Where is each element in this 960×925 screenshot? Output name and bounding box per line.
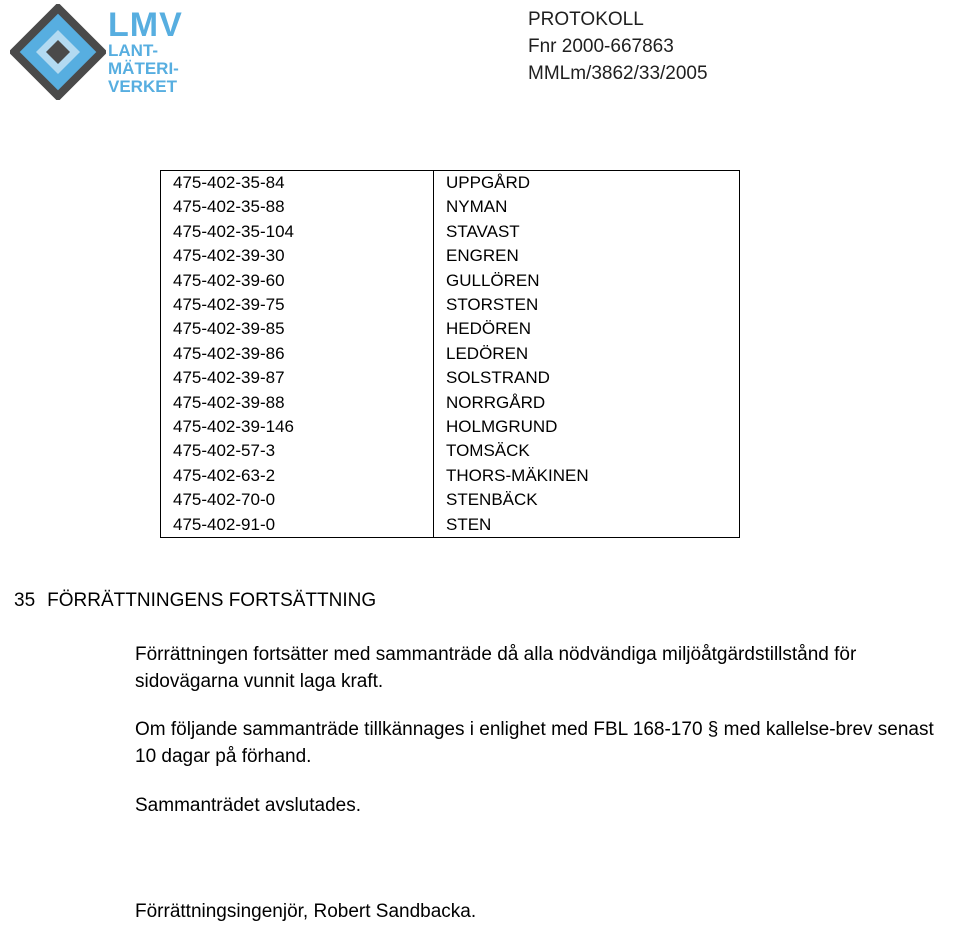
parcel-id-cell: 475-402-35-104: [161, 220, 434, 244]
parcel-id-cell: 475-402-39-87: [161, 366, 434, 390]
parcel-id-cell: 475-402-39-86: [161, 342, 434, 366]
table-row: [161, 195, 740, 219]
parcel-name-cell: STENBÄCK: [446, 490, 538, 510]
parcel-id-cell: 475-402-39-85: [161, 317, 434, 341]
table-row: [161, 415, 740, 439]
table-row: [161, 293, 740, 317]
parcel-name-cell: LEDÖREN: [446, 343, 529, 363]
table-row: [161, 366, 740, 390]
document-title: PROTOKOLL: [528, 9, 644, 30]
parcel-id-cell: 475-402-39-60: [161, 269, 434, 293]
parcel-name-cell: GULLÖREN: [446, 270, 540, 290]
case-number: Fnr 2000-667863: [528, 36, 674, 57]
parcel-id-cell: 475-402-39-75: [161, 293, 434, 317]
lmv-logo-emblem-icon: [10, 4, 106, 100]
parcel-name-cell: SOLSTRAND: [446, 368, 550, 388]
logo-sub-line-3: VERKET: [108, 77, 177, 96]
parcel-id-cell: 475-402-39-88: [161, 391, 434, 415]
parcel-id-cell: 475-402-57-3: [161, 439, 434, 463]
parcel-table-body: [161, 171, 740, 538]
parcel-id-cell: 475-402-63-2: [161, 464, 434, 488]
parcel-name-cell: UPPGÅRD: [446, 173, 531, 192]
parcel-name-cell: THORS-MÄKINEN: [446, 465, 589, 485]
parcel-name-cell: NORRGÅRD: [446, 392, 546, 412]
section-heading: [14, 590, 376, 612]
table-row: [161, 464, 740, 488]
table-row: [161, 488, 740, 512]
parcel-id-cell: 475-402-39-146: [161, 415, 434, 439]
table-row: [161, 439, 740, 463]
paragraph-notice: Om följande sammanträde tillkännages i enlighet med FBL 168-170 § med kallelse-brev senast 10 dagar på förhand.: [135, 719, 934, 767]
file-reference: MMLm/3862/33/2005: [528, 63, 708, 84]
parcel-name-cell: TOMSÄCK: [446, 441, 530, 461]
table-row: [161, 220, 740, 244]
table-row: [161, 317, 740, 341]
logo-sub-line-1: LANT-: [108, 41, 159, 60]
document-header: [528, 6, 708, 87]
parcel-id-cell: 475-402-35-88: [161, 195, 434, 219]
section-title: FÖRRÄTTNINGENS FORTSÄTTNING: [47, 590, 377, 611]
table-row: [161, 171, 740, 196]
paragraph-continuation: Förrättningen fortsätter med sammanträde då alla nödvändiga miljöåtgärdstillstånd för sidovägarna vunnit laga kraft.: [135, 644, 857, 692]
table-row: [161, 342, 740, 366]
section-number: 35: [14, 590, 36, 611]
paragraph-closing: Sammanträdet avslutades.: [135, 795, 362, 816]
lmv-logo: [10, 4, 190, 100]
parcel-name-cell: NYMAN: [446, 197, 508, 217]
parcel-name-cell: HEDÖREN: [446, 319, 532, 339]
parcel-id-cell: 475-402-35-84: [161, 171, 434, 196]
table-row: [161, 244, 740, 268]
parcel-id-cell: 475-402-70-0: [161, 488, 434, 512]
logo-sub-line-2: MÄTERI-: [108, 59, 179, 78]
parcel-name-cell: STORSTEN: [446, 295, 539, 315]
parcel-name-cell: STEN: [446, 514, 492, 534]
table-row: [161, 391, 740, 415]
parcel-table: [160, 170, 740, 538]
parcel-name-cell: STAVAST: [446, 221, 520, 241]
parcel-name-cell: ENGREN: [446, 246, 519, 266]
parcel-id-cell: 475-402-39-30: [161, 244, 434, 268]
logo-wordmark: [108, 8, 183, 96]
table-row: [161, 513, 740, 538]
parcel-id-cell: 475-402-91-0: [161, 513, 434, 538]
parcel-name-cell: HOLMGRUND: [446, 417, 558, 437]
signature-line: Förrättningsingenjör, Robert Sandbacka.: [135, 901, 477, 922]
logo-main-text: LMV: [108, 6, 183, 44]
table-row: [161, 269, 740, 293]
